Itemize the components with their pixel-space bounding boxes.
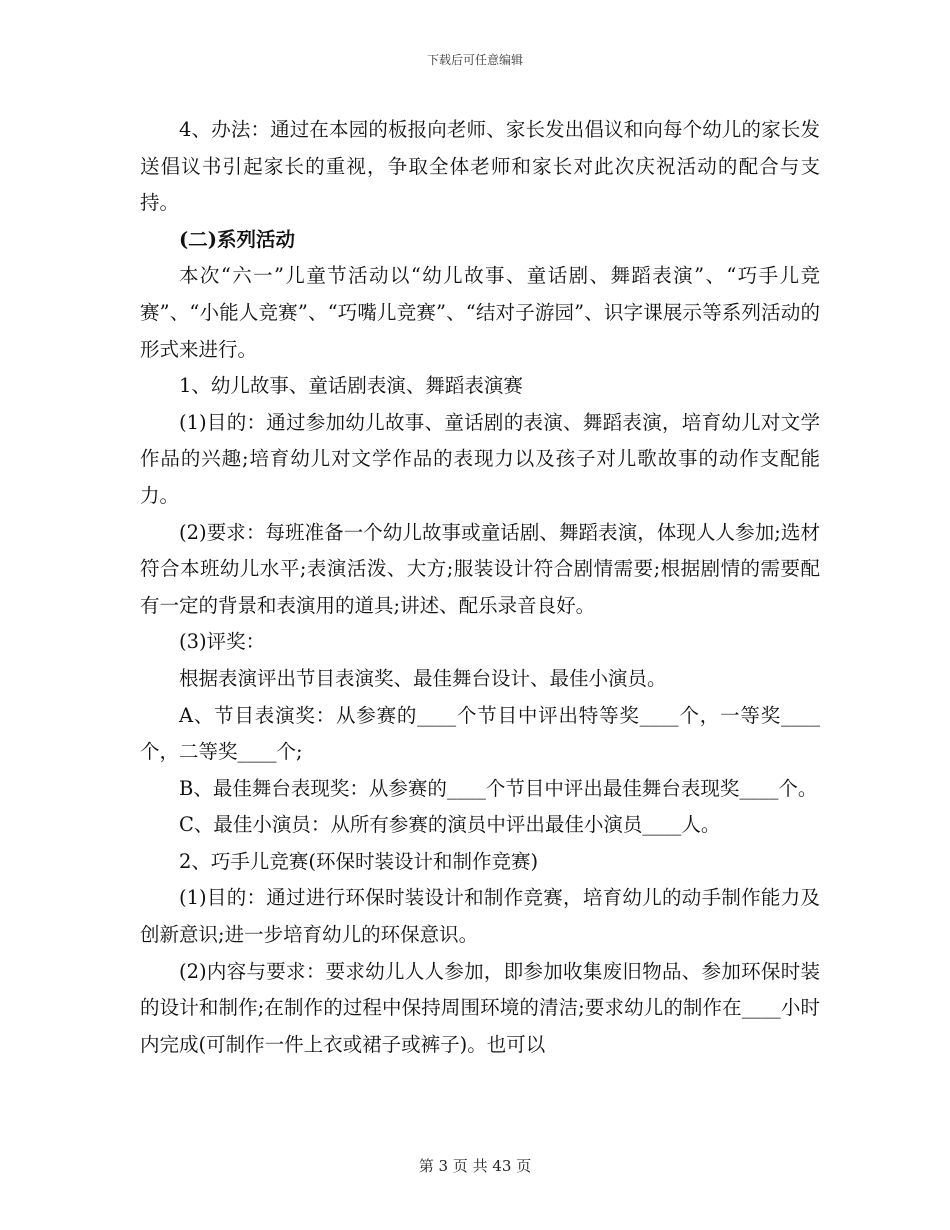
paragraph-item-2-purpose: (1)目的：通过进行环保时装设计和制作竞赛，培育幼儿的动手制作能力及创新意识;进一步培育幼儿的环保意识。 <box>140 886 820 947</box>
page-footer: 第 3 页 共 43 页 <box>418 1157 532 1175</box>
paragraph-item-1-awards-title: (3)评奖： <box>179 630 266 654</box>
paragraph-award-c: C、最佳小演员：从所有参赛的演员中评出最佳小演员____人。 <box>179 813 721 837</box>
paragraph-method: 4、办法：通过在本园的板报向老师、家长发出倡议和向每个幼儿的家长发送倡议书引起家长的重视，争取全体老师和家长对此次庆祝活动的配合与支持。 <box>140 118 820 215</box>
paragraph-award-a: A、节目表演奖：从参赛的____个节目中评出特等奖____个，一等奖____个，二等奖____个; <box>140 703 820 764</box>
paragraph-item-1-purpose: (1)目的：通过参加幼儿故事、童话剧的表演、舞蹈表演，培育幼儿对文学作品的兴趣;培育幼儿对文学作品的表现力以及孩子对儿歌故事的动作支配能力。 <box>140 410 820 507</box>
paragraph-item-2-requirements: (2)内容与要求：要求幼儿人人参加，即参加收集废旧物品、参加环保时装的设计和制作;在制作的过程中保持周围环境的清洁;要求幼儿的制作在____小时内完成(可制作一件上衣或裙子或裤子)。也可以 <box>140 959 820 1056</box>
paragraph-item-1-title: 1、幼儿故事、童话剧表演、舞蹈表演赛 <box>179 374 523 398</box>
paragraph-awards-summary: 根据表演评出节目表演奖、最佳舞台设计、最佳小演员。 <box>179 666 667 690</box>
paragraph-award-b: B、最佳舞台表现奖：从参赛的____个节目中评出最佳舞台表现奖____个。 <box>179 776 818 800</box>
document-body <box>140 112 820 1063</box>
paragraph-item-1-requirements: (2)要求：每班准备一个幼儿故事或童话剧、舞蹈表演，体现人人参加;选材符合本班幼儿水平;表演活泼、大方;服装设计符合剧情需要;根据剧情的需要配有一定的背景和表演用的道具;讲述、配乐录音良好。 <box>140 520 820 617</box>
section-heading-series-activities: (二)系列活动 <box>179 227 295 251</box>
page-header: 下载后可任意编辑 <box>426 53 523 67</box>
paragraph-item-2-title: 2、巧手儿竞赛(环保时装设计和制作竞赛) <box>179 849 539 873</box>
paragraph-activities-intro: 本次“六一”儿童节活动以“幼儿故事、童话剧、舞蹈表演”、“巧手儿竞赛”、“小能人竞赛”、“巧嘴儿竞赛”、“结对子游园”、识字课展示等系列活动的形式来进行。 <box>140 264 820 361</box>
